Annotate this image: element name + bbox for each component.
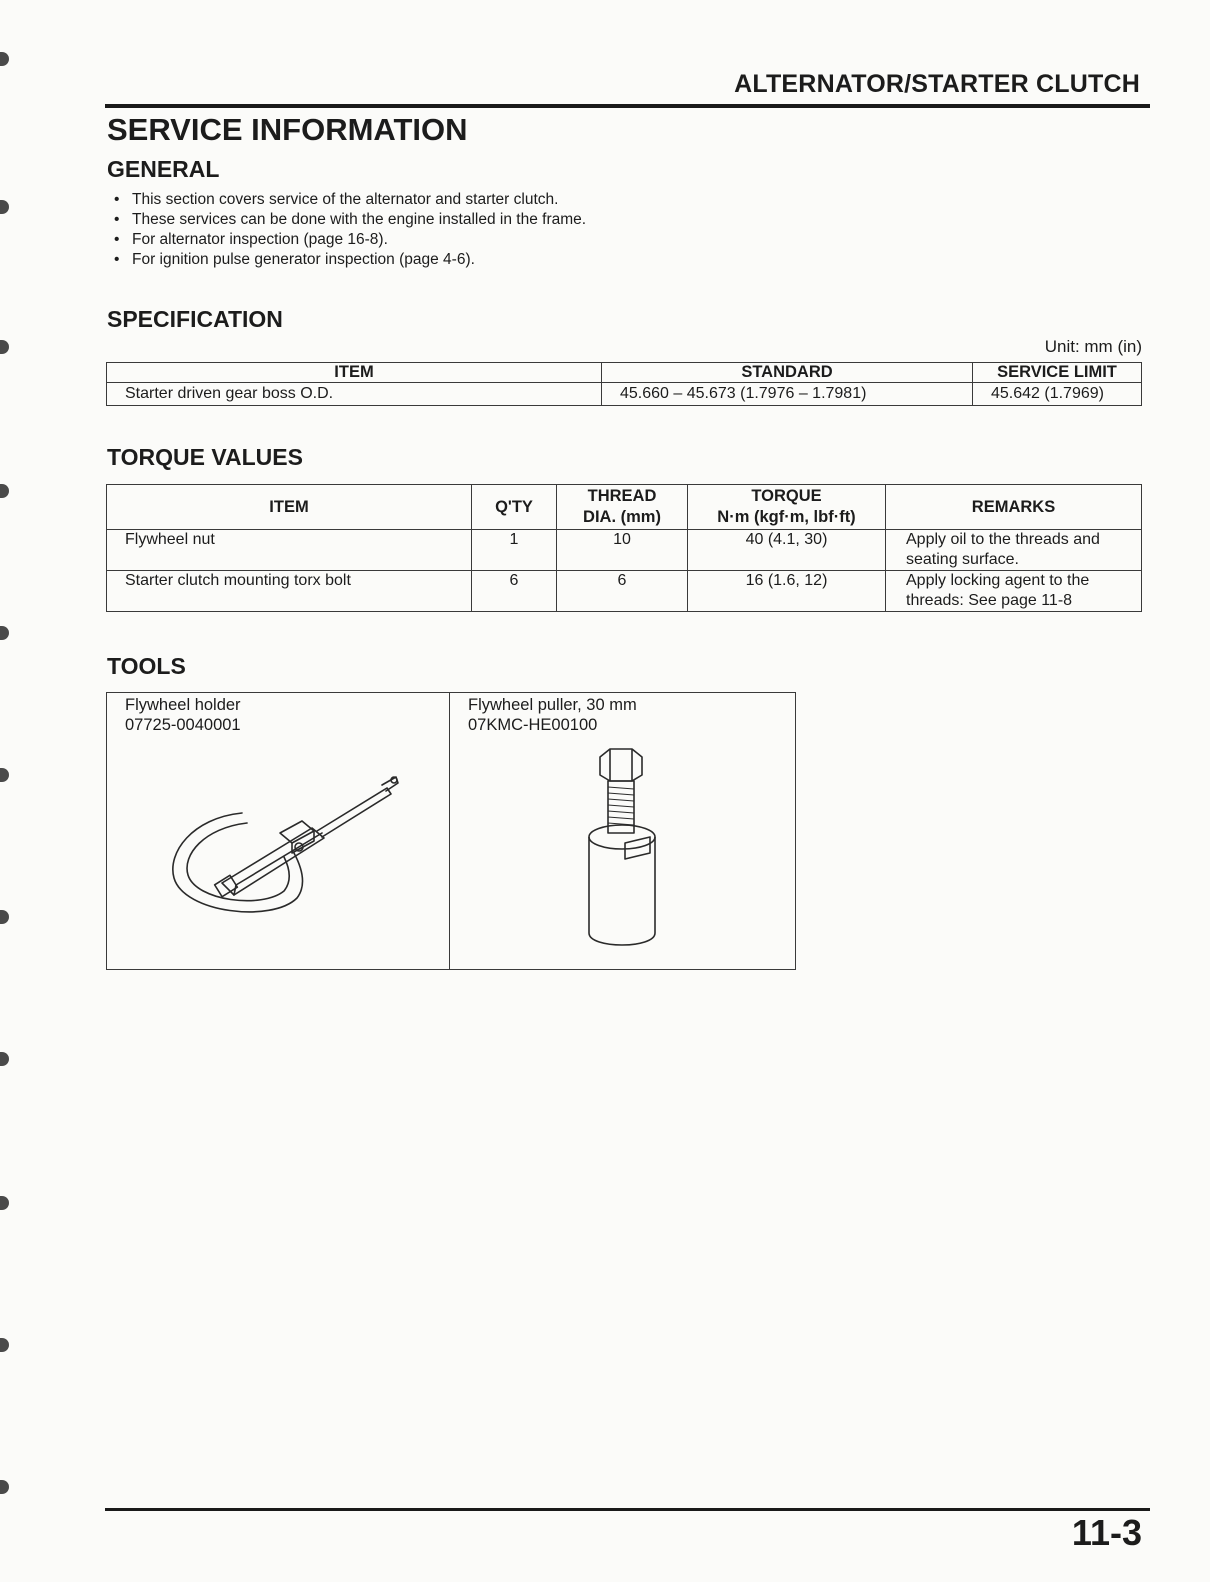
tools-table bbox=[106, 692, 796, 970]
tool-name: Flywheel holder bbox=[125, 696, 241, 714]
table-cell: Starter clutch mounting torx bolt bbox=[107, 571, 472, 612]
flywheel-holder-illustration bbox=[162, 773, 402, 923]
table-cell-remarks bbox=[886, 530, 1142, 571]
tool-cell-flywheel-puller bbox=[450, 693, 796, 970]
general-heading: GENERAL bbox=[107, 156, 220, 182]
binder-hole bbox=[0, 1480, 9, 1494]
table-cell: 1 bbox=[472, 530, 557, 571]
remarks-line: threads: See page 11-8 bbox=[906, 592, 1073, 609]
column-header-torque bbox=[688, 485, 886, 530]
remarks-line: Apply locking agent to the bbox=[906, 572, 1090, 589]
list-item: • This section covers service of the alternator and starter clutch. bbox=[110, 190, 586, 210]
general-bullet-list bbox=[110, 190, 586, 270]
column-header-thread bbox=[557, 485, 688, 530]
unit-note: Unit: mm (in) bbox=[1044, 337, 1142, 356]
list-item: • For ignition pulse generator inspection (page 4-6). bbox=[110, 250, 586, 270]
tool-part-number: 07725-0040001 bbox=[125, 716, 241, 734]
binder-hole bbox=[0, 626, 9, 640]
binder-hole bbox=[0, 1338, 9, 1352]
torque-values-heading: TORQUE VALUES bbox=[107, 444, 303, 470]
binder-hole bbox=[0, 340, 9, 354]
table-cell: 40 (4.1, 30) bbox=[688, 530, 886, 571]
binder-hole bbox=[0, 1052, 9, 1066]
table-row bbox=[107, 571, 1142, 612]
binder-hole bbox=[0, 52, 9, 66]
table-cell: 45.660 – 45.673 (1.7976 – 1.7981) bbox=[602, 383, 973, 406]
tool-part-number: 07KMC-HE00100 bbox=[468, 716, 598, 734]
flywheel-puller-illustration bbox=[580, 745, 670, 955]
specification-heading: SPECIFICATION bbox=[107, 306, 283, 332]
tool-cell-flywheel-holder bbox=[107, 693, 450, 970]
table-header-row bbox=[107, 363, 1142, 383]
torque-header-line-1: TORQUE bbox=[751, 487, 822, 505]
table-cell: 10 bbox=[557, 530, 688, 571]
binder-hole bbox=[0, 910, 9, 924]
binder-hole bbox=[0, 200, 9, 214]
table-cell: 16 (1.6, 12) bbox=[688, 571, 886, 612]
table-header-row bbox=[107, 485, 1142, 530]
header-rule bbox=[105, 104, 1150, 108]
list-item: • These services can be done with the engine installed in the frame. bbox=[110, 210, 586, 230]
thread-header-line-2: DIA. (mm) bbox=[583, 508, 661, 526]
page-number: 11-3 bbox=[1071, 1512, 1142, 1553]
table-cell: Starter driven gear boss O.D. bbox=[107, 383, 602, 406]
thread-header-line-1: THREAD bbox=[587, 487, 657, 505]
list-item: • For alternator inspection (page 16-8). bbox=[110, 230, 586, 250]
column-header-remarks: REMARKS bbox=[886, 485, 1142, 530]
column-header-service-limit: SERVICE LIMIT bbox=[973, 363, 1142, 383]
tool-name: Flywheel puller, 30 mm bbox=[468, 696, 637, 714]
table-cell: Flywheel nut bbox=[107, 530, 472, 571]
remarks-line: Apply oil to the threads and bbox=[906, 531, 1100, 548]
binder-hole bbox=[0, 768, 9, 782]
specification-table bbox=[106, 362, 1142, 406]
page-title: SERVICE INFORMATION bbox=[107, 112, 468, 147]
remarks-line: seating surface. bbox=[906, 551, 1019, 568]
table-row bbox=[107, 693, 796, 970]
column-header-qty: Q'TY bbox=[472, 485, 557, 530]
table-cell-remarks bbox=[886, 571, 1142, 612]
table-cell: 6 bbox=[472, 571, 557, 612]
section-header-title: ALTERNATOR/STARTER CLUTCH bbox=[734, 70, 1140, 98]
torque-values-table bbox=[106, 484, 1142, 612]
torque-header-line-2: N·m (kgf·m, lbf·ft) bbox=[717, 508, 856, 526]
table-cell: 45.642 (1.7969) bbox=[973, 383, 1142, 406]
table-row bbox=[107, 530, 1142, 571]
table-cell: 6 bbox=[557, 571, 688, 612]
column-header-item: ITEM bbox=[107, 363, 602, 383]
footer-rule bbox=[105, 1508, 1150, 1511]
column-header-item: ITEM bbox=[107, 485, 472, 530]
tools-heading: TOOLS bbox=[107, 653, 186, 679]
table-row bbox=[107, 383, 1142, 406]
binder-hole bbox=[0, 1196, 9, 1210]
column-header-standard: STANDARD bbox=[602, 363, 973, 383]
binder-hole bbox=[0, 484, 9, 498]
